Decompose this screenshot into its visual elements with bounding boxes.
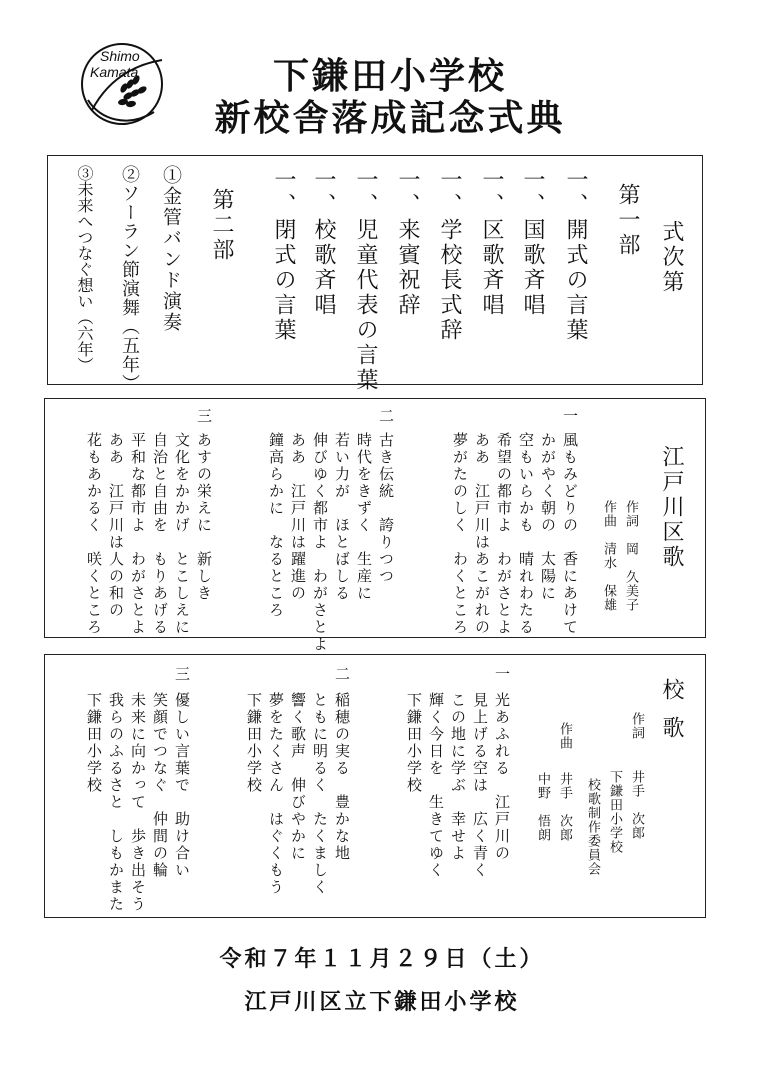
lyric-line: 鐘高らかに なるところ [267,432,285,619]
verse-number: 三 [173,666,191,683]
lyric-line: この地に学ぶ 幸せよ [449,692,467,862]
lyric-line: 下鎌田小学校 [85,692,103,794]
program-item: 一、開式の言葉 [563,168,588,343]
ward-song-lyricist: 作詞 岡 久美子 [623,500,638,612]
lyric-line: ああ 江戸川はあこがれの [473,432,491,636]
verse-number: 一 [493,666,511,683]
school-song-lyric-label: 作詞 [629,712,644,740]
lyric-line: 我らのふるさと しもかまた [107,692,125,913]
ward-song-composer: 作曲 清水 保雄 [601,500,616,612]
verse-number: 二 [377,408,395,425]
program-item: ①金管バンド演奏 [160,165,182,333]
school-song-composer: 井手 次郎 [557,772,572,842]
lyric-line: 希望の都市よ わがさとよ [495,432,513,636]
lyric-line: ああ 江戸川は人の和の [107,432,125,619]
lyric-line: 古き伝統 誇りつつ [377,432,395,585]
program-item: 一、児童代表の言葉 [353,168,378,393]
school-song-composer: 中野 悟朗 [535,772,550,842]
lyric-line: 空もいらかも 晴れわたる [517,432,535,636]
lyric-line: 夢がたのしく わくところ [451,432,469,636]
program-item: 一、学校長式辞 [437,168,462,343]
lyric-line: 文化をかかげ とこしえに [173,432,191,636]
school-name: 江戸川区立下鎌田小学校 [244,989,520,1015]
lyric-line: 伸びゆく都市よ わがさとよ [311,432,329,653]
school-logo [78,40,166,130]
logo-text-shimo: Shimo [100,48,140,64]
school-song-lyricist-org: 校歌制作委員会 [585,778,600,876]
verse-number: 三 [195,408,213,425]
school-song-composer-label: 作曲 [557,722,572,750]
program-item: 一、校歌斉唱 [311,168,336,318]
lyric-line: 平和な都市よ わがさとよ [129,432,147,636]
program-item: 一、来賓祝辞 [395,168,420,318]
school-song-lyricist: 井手 次郎 [629,770,644,840]
lyric-line: 夢をたくさん はぐくもう [267,692,285,896]
part1-label: 第一部 [615,183,640,258]
lyric-line: 若い力が ほとばしる [333,432,351,602]
lyric-line: かがやく朝の 太陽に [539,432,557,602]
program-item: ③未来へつなぐ想い（六年） [75,165,94,373]
part2-label: 第二部 [209,188,234,263]
lyric-line: 響く歌声 伸びやかに [289,692,307,862]
lyric-line: ともに明るく たくましく [311,692,329,896]
lyric-line: ああ 江戸川は躍進の [289,432,307,602]
lyric-line: 優しい言葉で 助け合い [173,692,191,879]
logo-text-kamata: Kamata [90,64,139,80]
lyric-line: 輝く今日を 生きてゆく [427,692,445,879]
ward-song-title: 江戸川区歌 [659,445,684,570]
lyric-line: 時代をきずく 生産に [355,432,373,602]
program-item: ②ソーラン節演舞（五年） [119,165,140,393]
school-song-lyricist-org: 下鎌田小学校 [607,770,622,854]
program-heading: 式次第 [659,220,684,295]
verse-number: 二 [333,666,351,683]
lyric-line: 未来に向かって 歩き出そう [129,692,147,913]
lyric-line: 光あふれる 江戸川の [493,692,511,862]
lyric-line: 稲穂の実る 豊かな地 [333,692,351,862]
lyric-line: 見上げる空は 広く青く [471,692,489,879]
lyric-line: あすの栄えに 新しき [195,432,213,602]
lyric-line: 風もみどりの 香にあけて [561,432,579,636]
lyric-line: 下鎌田小学校 [245,692,263,794]
program-item: 一、区歌斉唱 [479,168,504,318]
lyric-line: 下鎌田小学校 [405,692,423,794]
program-item: 一、閉式の言葉 [271,168,296,343]
lyric-line: 花もあかるく 咲くところ [85,432,103,636]
program-item: 一、国歌斉唱 [520,168,545,318]
lyric-line: 自治と自由を もりあげる [151,432,169,636]
event-date: 令和７年１１月２９日（土） [219,946,545,972]
verse-number: 一 [561,408,579,425]
lyric-line: 笑顔でつなぐ 仲間の輪 [151,692,169,879]
page-title-line1: 下鎌田小学校 [272,55,507,97]
school-song-title: 校歌 [659,678,684,754]
page-title-line2: 新校舎落成記念式典 [214,97,566,139]
